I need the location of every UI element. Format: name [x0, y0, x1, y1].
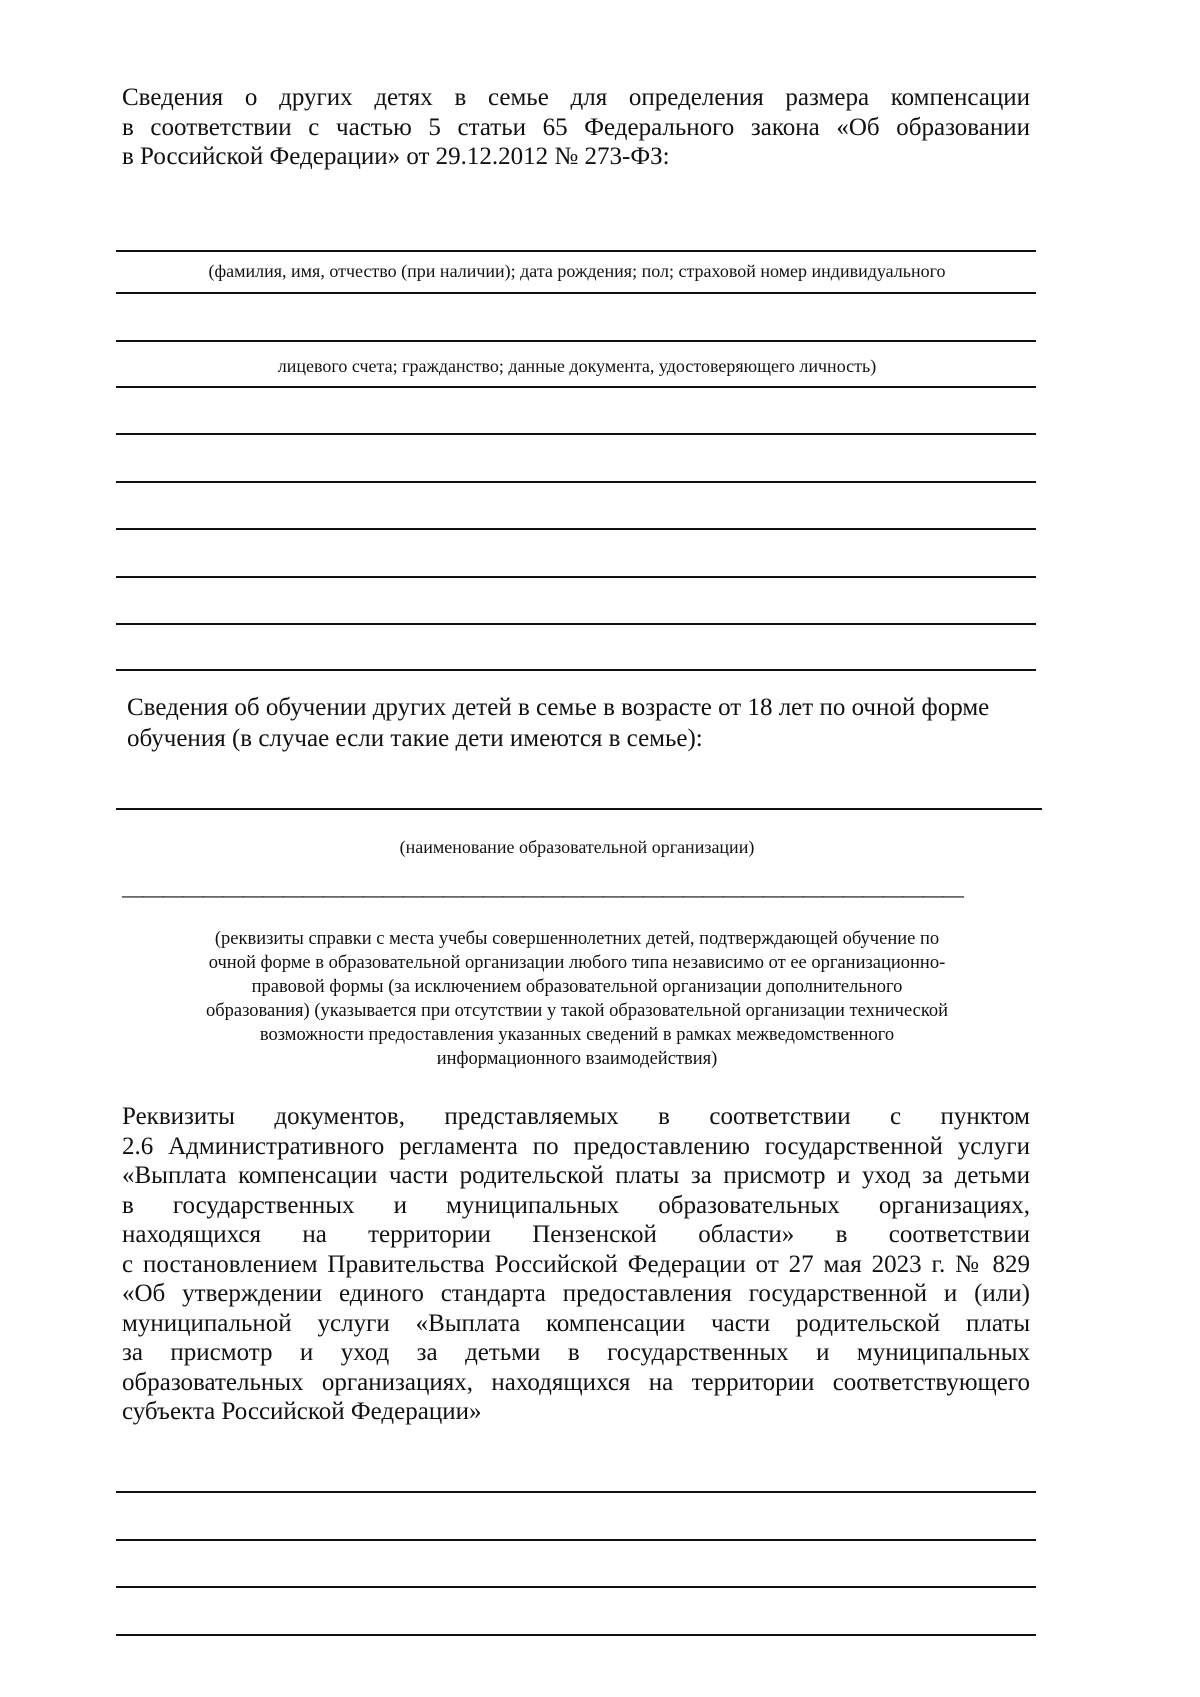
dash-rule: —————————————————————————————————————————— — [122, 882, 962, 907]
children-info-paragraph — [122, 83, 1030, 172]
caption-child-details-2: лицевого счета; гражданство; данные документа, удостоверяющего личность) — [277, 356, 877, 376]
caption-line: правовой формы (за исключением образовательной организации дополнительного — [251, 977, 903, 997]
paragraph-line: Реквизиты документов, представляемых в соответствии с пунктом — [122, 1103, 1030, 1130]
paragraph-line: образовательных организациях, находящихся на территории соответствующего — [122, 1368, 1030, 1396]
paragraph-line: Сведения о других детях в семье для определения размера компенсации — [122, 84, 1030, 111]
paragraph-line: находящихся на территории Пензенской области» в соответствии — [122, 1221, 1030, 1248]
fill-line — [116, 386, 1036, 388]
caption-child-details-1: (фамилия, имя, отчество (при наличии); дата рождения; пол; страховой номер индивидуального — [208, 261, 946, 281]
paragraph-line: за присмотр и уход за детьми в государственных и муниципальных — [122, 1339, 1030, 1366]
caption-line: информационного взаимодействия) — [436, 1049, 718, 1069]
fill-line — [116, 808, 1042, 810]
caption-organization-name: (наименование образовательной организации) — [399, 837, 755, 857]
fill-line — [116, 623, 1036, 625]
paragraph-line: обучения (в случае если такие дети имеются в семье): — [127, 725, 703, 752]
paragraph-line: 2.6 Административного регламента по предоставлению государственной услуги — [122, 1132, 1030, 1160]
paragraph-line: «Выплата компенсации части родительской платы за присмотр и уход за детьми — [122, 1162, 1030, 1189]
fill-line — [116, 576, 1036, 578]
paragraph-line: «Об утверждении единого стандарта предоставления государственной и (или) — [122, 1280, 1030, 1307]
fill-line — [116, 340, 1036, 342]
paragraph-line: с постановлением Правительства Российской Федерации от 27 мая 2023 г. № 829 — [122, 1250, 1030, 1278]
fill-line — [116, 528, 1036, 530]
paragraph-line: в соответствии с частью 5 статьи 65 Федерального закона «Об образовании — [122, 113, 1030, 141]
paragraph-line: в государственных и муниципальных образовательных организациях, — [122, 1191, 1030, 1219]
fill-line — [116, 1586, 1036, 1588]
documents-requisites-paragraph — [122, 1102, 1030, 1427]
education-info-paragraph — [127, 692, 1042, 754]
caption-line: очной форме в образовательной организации любого типа независимо от ее организационно- — [208, 953, 946, 973]
paragraph-line: Сведения об обучении других детей в семье в возрасте от 18 лет по очной форме — [127, 694, 990, 721]
paragraph-line: муниципальной услуги «Выплата компенсации части родительской платы — [122, 1309, 1030, 1337]
caption-line: образования) (указывается при отсутствии у такой образовательной организации технической — [205, 1001, 949, 1021]
caption-line: возможности предоставления указанных сведений в рамках межведомственного — [259, 1025, 895, 1045]
fill-line — [116, 1539, 1036, 1541]
fill-line — [116, 481, 1036, 483]
paragraph-line: субъекта Российской Федерации» — [122, 1398, 482, 1425]
fill-line — [116, 250, 1036, 252]
caption-study-certificate — [118, 927, 1036, 1071]
fill-line — [116, 1634, 1036, 1636]
fill-line — [116, 292, 1036, 294]
fill-line — [116, 669, 1036, 671]
fill-line — [116, 433, 1036, 435]
paragraph-line: в Российской Федерации» от 29.12.2012 № 273-ФЗ: — [122, 143, 670, 170]
caption-line: (реквизиты справки с места учебы совершеннолетних детей, подтверждающей обучение по — [214, 929, 940, 949]
fill-line — [116, 1491, 1036, 1493]
